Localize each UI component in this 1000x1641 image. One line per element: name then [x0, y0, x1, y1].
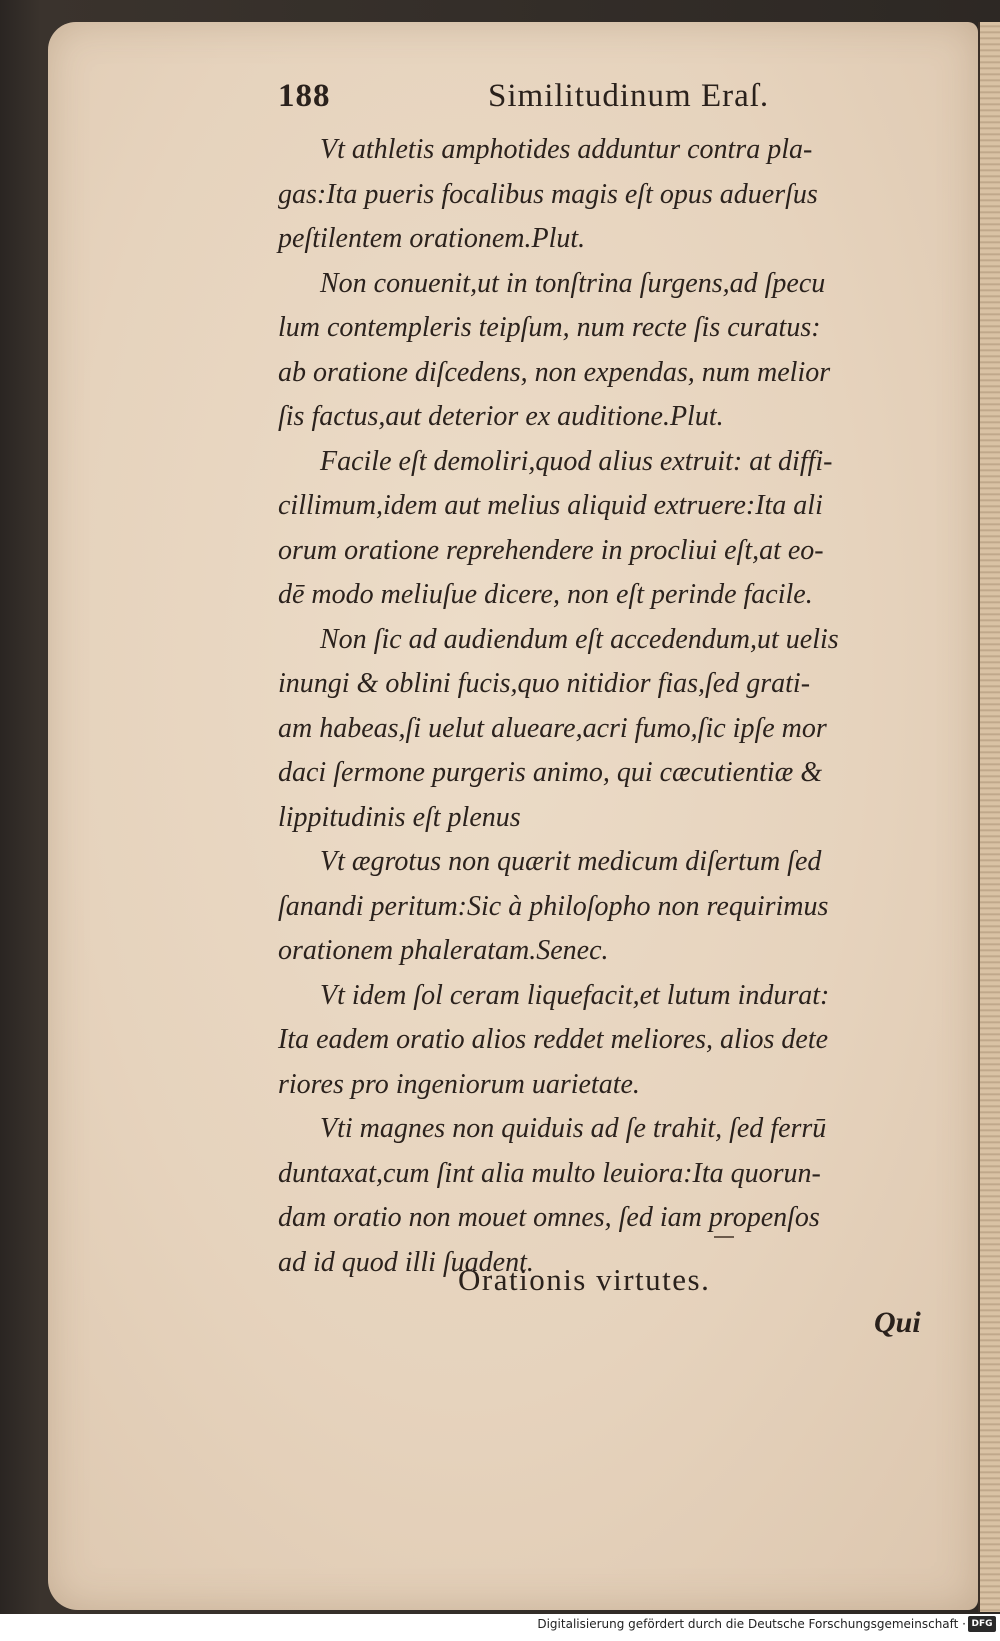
- footer-bar: [0, 1614, 1000, 1641]
- text-line: Non ſic ad audiendum eſt accedendum,ut uelis: [320, 623, 839, 655]
- text-line: Vt idem ſol ceram liquefacit,et lutum indurat:: [320, 979, 830, 1011]
- text-line: ſis factus,aut deterior ex auditione.Plut.: [278, 401, 724, 432]
- text-line: lippitudinis eſt plenus: [278, 801, 521, 833]
- text-line: orationem phaleratam.Senec.: [278, 935, 609, 966]
- text-line: Vti magnes non quiduis ad ſe trahit, ſed ferrū: [320, 1113, 827, 1144]
- section-heading: Orationis virtutes.: [458, 1262, 711, 1297]
- text-line: Ita eadem oratio alios reddet meliores, alios dete: [278, 1024, 829, 1055]
- text-line: Non conuenit,ut in tonſtrina ſurgens,ad ſpecu: [320, 267, 826, 299]
- text-line: duntaxat,cum ſint alia multo leuiora:Ita quorun-: [278, 1157, 821, 1189]
- body-text: [278, 128, 940, 1285]
- text-line: daci ſermone purgeris animo, qui cæcutientiæ &: [278, 757, 823, 788]
- funding-credit: Digitalisierung gefördert durch die Deutsche Forschungsgemeinschaft ·: [537, 1617, 966, 1631]
- text-line: peſtilentem orationem.Plut.: [278, 223, 586, 254]
- running-head: Similitudinum Eraſ.: [488, 78, 770, 114]
- text-line: dē modo meliuſue dicere, non eſt perinde facile.: [278, 579, 813, 610]
- dfg-logo-icon: DFG: [968, 1616, 996, 1632]
- ink-dash-mark: [714, 1236, 734, 1238]
- text-line: Facile eſt demoliri,quod alius extruit: at diffi-: [320, 445, 833, 477]
- text-line: ſanandi peritum:Sic à philoſopho non requirimus: [278, 890, 829, 922]
- text-line: am habeas,ſi uelut alueare,acri fumo,ſic ipſe mor: [278, 712, 827, 744]
- text-line: orum oratione reprehendere in procliui eſt,at eo-: [278, 534, 824, 566]
- text-line: cillimum,idem aut melius aliquid extruere:Ita ali: [278, 490, 823, 521]
- page-number: 188: [278, 78, 331, 114]
- text-line: gas:Ita pueris focalibus magis eſt opus aduerſus: [278, 178, 818, 210]
- text-line: Vt athletis amphotides adduntur contra pla-: [320, 134, 813, 165]
- text-line: dam oratio non mouet omnes, ſed iam propenſos: [278, 1202, 820, 1233]
- text-line: lum contempleris teipſum, num recte ſis curatus:: [278, 312, 821, 343]
- text-line: Vt ægrotus non quærit medicum diſertum ſed: [320, 846, 822, 877]
- page-fore-edge: [978, 22, 1000, 1612]
- text-line: inungi & oblini fucis,quo nitidior fias,ſed grati-: [278, 668, 811, 699]
- page-header: [278, 78, 918, 128]
- text-line: riores pro ingeniorum uarietate.: [278, 1068, 640, 1100]
- text-line: ad id quod illi ſuadent.: [278, 1246, 534, 1278]
- catchword: Qui: [874, 1306, 921, 1339]
- text-line: ab oratione diſcedens, non expendas, num melior: [278, 356, 831, 388]
